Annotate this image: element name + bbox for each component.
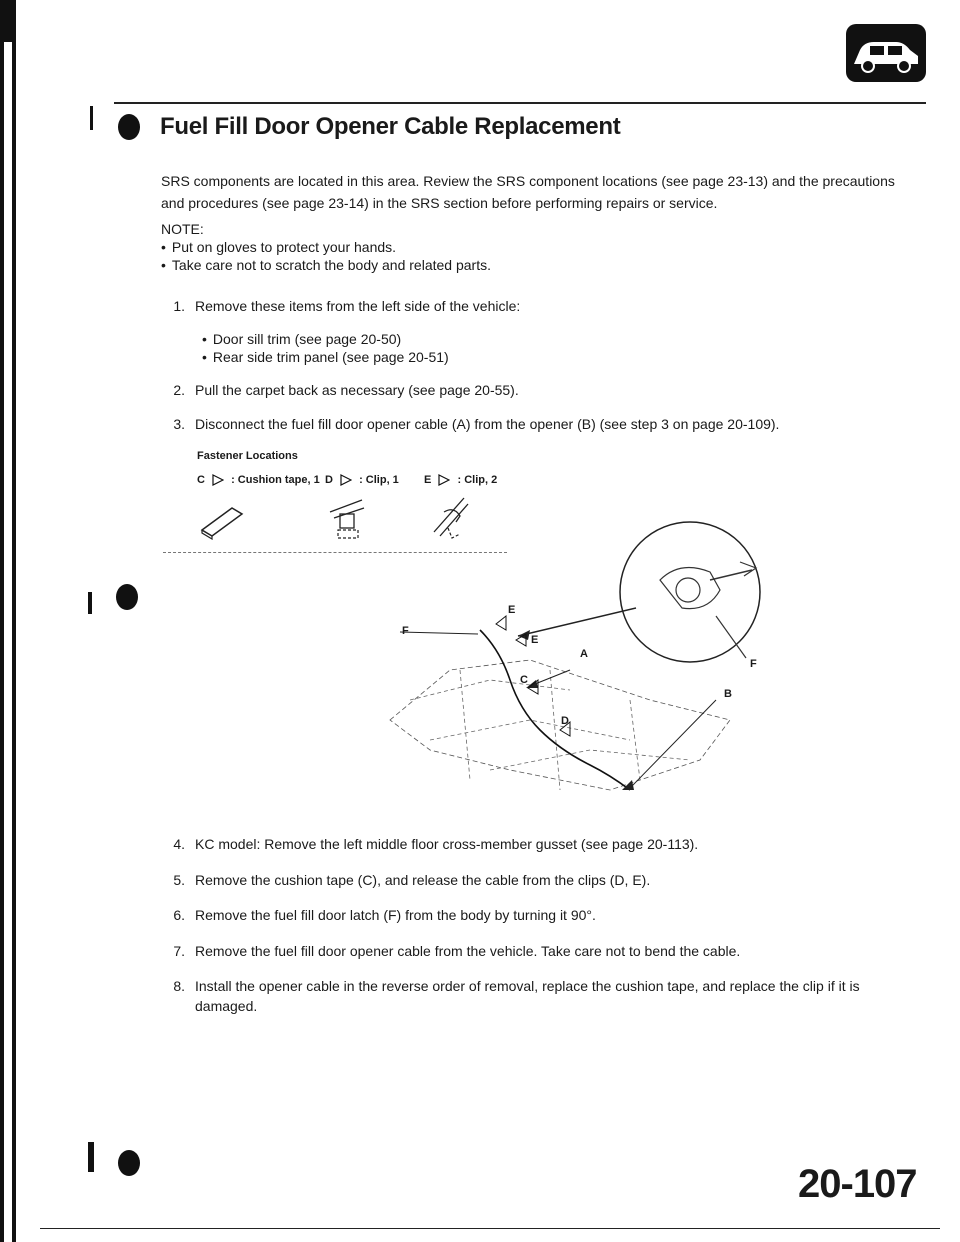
pointer-triangle-icon <box>438 474 450 486</box>
floor-cable-diagram <box>370 520 930 810</box>
note-label: NOTE: <box>161 221 204 237</box>
step-text: Remove the cushion tape (C), and release the cable from the clips (D, E). <box>195 872 651 888</box>
fastener-desc: : Clip, 1 <box>359 474 399 486</box>
step-item <box>161 976 860 996</box>
step-number: 2. <box>173 382 185 398</box>
step-item <box>161 380 519 400</box>
step-text: Install the opener cable in the reverse order of removal, replace the cushion tape, and replace the clip if it is <box>195 978 860 994</box>
fastener-legend-c <box>197 474 320 486</box>
diagram-label-f: F <box>402 625 409 637</box>
note-item: • Take care not to scratch the body and related parts. <box>161 256 491 274</box>
diagram-label-a: A <box>580 648 588 660</box>
step-text: Remove the fuel fill door opener cable from the vehicle. Take care not to bend the cable. <box>195 943 741 959</box>
step-text: Remove these items from the left side of the vehicle: <box>195 298 521 314</box>
diagram-label-d: D <box>561 715 569 727</box>
fastener-letter: C <box>197 474 205 486</box>
fastener-desc: : Clip, 2 <box>457 474 498 486</box>
margin-bullet <box>118 1150 140 1176</box>
margin-mark <box>88 592 92 614</box>
step-text: KC model: Remove the left middle floor cross-member gusset (see page 20-113). <box>195 836 699 852</box>
cushion-tape-icon <box>198 500 246 540</box>
car-icon <box>846 24 926 82</box>
diagram-label-c: C <box>520 674 528 686</box>
substep-item: • Rear side trim panel (see page 20-51) <box>202 348 449 366</box>
fastener-desc: : Cushion tape, 1 <box>231 474 320 486</box>
page-number: 20-107 <box>798 1162 917 1206</box>
clip-d-icon <box>326 494 370 544</box>
step-number: 5. <box>173 872 185 888</box>
binding-edge-bar-inner <box>12 0 16 1242</box>
intro-paragraph <box>161 170 931 214</box>
step-item <box>161 296 520 316</box>
intro-line: SRS components are located in this area. Review the SRS component locations (see page 23-13) and the precautions <box>161 173 895 189</box>
step-number: 7. <box>173 943 185 959</box>
step-number: 4. <box>173 836 185 852</box>
vehicle-section-badge <box>846 24 926 82</box>
note-item: • Put on gloves to protect your hands. <box>161 238 491 256</box>
fastener-letter: E <box>424 474 432 486</box>
pointer-triangle-icon <box>212 474 224 486</box>
diagram-label-e: E <box>508 604 516 616</box>
step-text-continued: damaged. <box>195 998 258 1014</box>
step-text: Remove the fuel fill door latch (F) from the body by turning it 90°. <box>195 907 596 923</box>
step-number: 8. <box>173 978 185 994</box>
step-number: 6. <box>173 907 185 923</box>
step-number: 3. <box>173 416 185 432</box>
fastener-legend-e <box>424 474 497 486</box>
diagram-label-e-mid: E <box>531 634 539 646</box>
footer-rule <box>40 1228 940 1229</box>
binding-edge-bar <box>0 0 4 1242</box>
fastener-legend-d <box>325 474 399 486</box>
margin-bullet <box>116 584 138 610</box>
binding-edge-block <box>4 0 12 42</box>
diagram-label-f-right: F <box>750 658 757 670</box>
margin-mark <box>90 106 93 130</box>
step-number: 1. <box>173 298 185 314</box>
step-item <box>161 870 650 890</box>
margin-mark <box>88 1142 94 1172</box>
header-rule <box>114 102 926 104</box>
step-item <box>161 414 779 434</box>
note-list <box>161 238 491 274</box>
intro-line: and procedures (see page 23-14) in the SRS section before performing repairs or service. <box>161 195 718 211</box>
substep-list <box>202 330 449 366</box>
step-item <box>161 905 596 925</box>
pointer-triangle-icon <box>340 474 352 486</box>
step-item <box>161 941 740 961</box>
page-title: Fuel Fill Door Opener Cable Replacement <box>160 113 621 140</box>
diagram-label-b: B <box>724 688 732 700</box>
step-text: Pull the carpet back as necessary (see page 20-55). <box>195 382 519 398</box>
fastener-locations-title: Fastener Locations <box>197 450 298 462</box>
step-item <box>161 834 698 854</box>
margin-bullet <box>118 114 140 140</box>
step-text: Disconnect the fuel fill door opener cable (A) from the opener (B) (see step 3 on page 20-109). <box>195 416 780 432</box>
fastener-letter: D <box>325 474 333 486</box>
note-block <box>161 220 491 274</box>
substep-item: • Door sill trim (see page 20-50) <box>202 330 449 348</box>
